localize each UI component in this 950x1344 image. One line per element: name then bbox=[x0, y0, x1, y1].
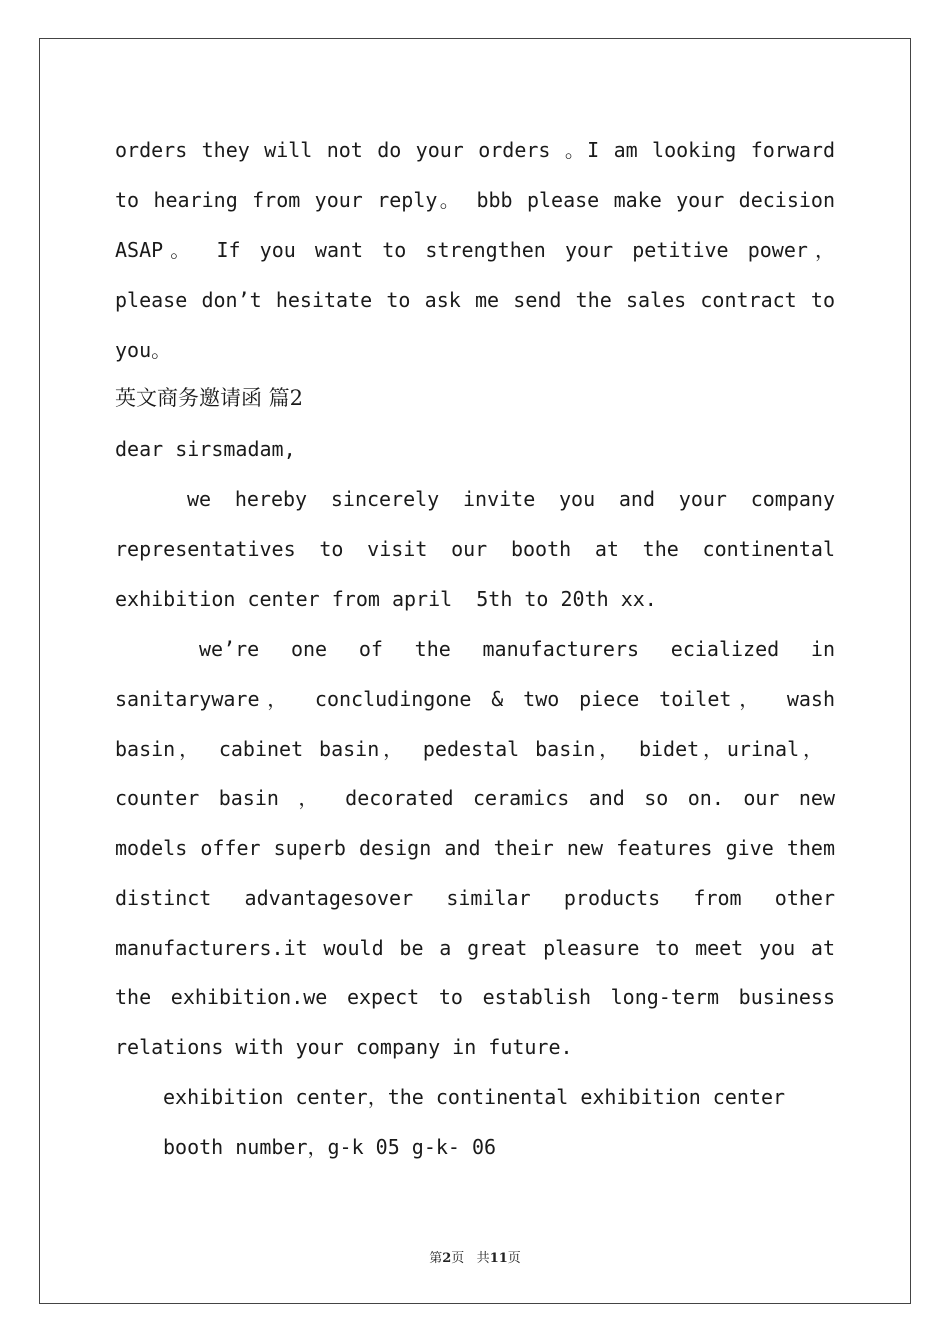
detail-exhibition-center: exhibition center，the continental exhibition center bbox=[163, 1085, 786, 1109]
page-frame bbox=[39, 38, 911, 1304]
text-line-5: you。 bbox=[115, 338, 172, 362]
page-footer bbox=[0, 1247, 950, 1266]
body-line-6: basin， cabinet basin， pedestal basin， bidet，urinal， bbox=[115, 737, 823, 761]
footer-total-pages: 11 bbox=[489, 1251, 508, 1266]
body-line-8: models offer superb design and their new features give them bbox=[115, 836, 835, 860]
body-line-10: manufacturers.it would be a great pleasure to meet you at bbox=[115, 936, 835, 960]
body-line-3: exhibition center from april 5th to 20th xx. bbox=[115, 587, 657, 611]
text-line-3: ASAP。 If you want to strengthen your petitive power， bbox=[115, 238, 835, 262]
body-line-12: relations with your company in future. bbox=[115, 1035, 573, 1059]
body-line-4: we’re one of the manufacturers ecialized in bbox=[199, 637, 835, 661]
salutation: dear sirsmadam, bbox=[115, 437, 296, 461]
footer-total-suffix: 页 bbox=[507, 1251, 521, 1266]
footer-current-page: 2 bbox=[442, 1251, 452, 1266]
text-line-4: please don’t hesitate to ask me send the sales contract to bbox=[115, 288, 835, 312]
body-line-7: counter basin ， decorated ceramics and so on. our new bbox=[115, 786, 835, 810]
body-line-11: the exhibition.we expect to establish long-term business bbox=[115, 985, 835, 1009]
text-line-1: orders they will not do your orders 。I am looking forward bbox=[115, 138, 835, 162]
body-line-9: distinct advantagesover similar products from other bbox=[115, 886, 835, 910]
body-line-2: representatives to visit our booth at the continental bbox=[115, 537, 835, 561]
section-heading: 英文商务邀请函 篇2 bbox=[115, 386, 304, 410]
footer-total-prefix: 共 bbox=[476, 1251, 490, 1266]
footer-page-suffix: 页 bbox=[451, 1251, 465, 1266]
body-line-1: we hereby sincerely invite you and your company bbox=[187, 487, 835, 511]
body-line-5: sanitaryware， concludingone & two piece toilet， wash bbox=[115, 687, 835, 711]
detail-booth-number: booth number，g-k 05 g-k- 06 bbox=[163, 1135, 497, 1159]
text-line-2: to hearing from your reply。 bbb please make your decision bbox=[115, 188, 835, 212]
footer-prefix: 第 bbox=[429, 1251, 443, 1266]
